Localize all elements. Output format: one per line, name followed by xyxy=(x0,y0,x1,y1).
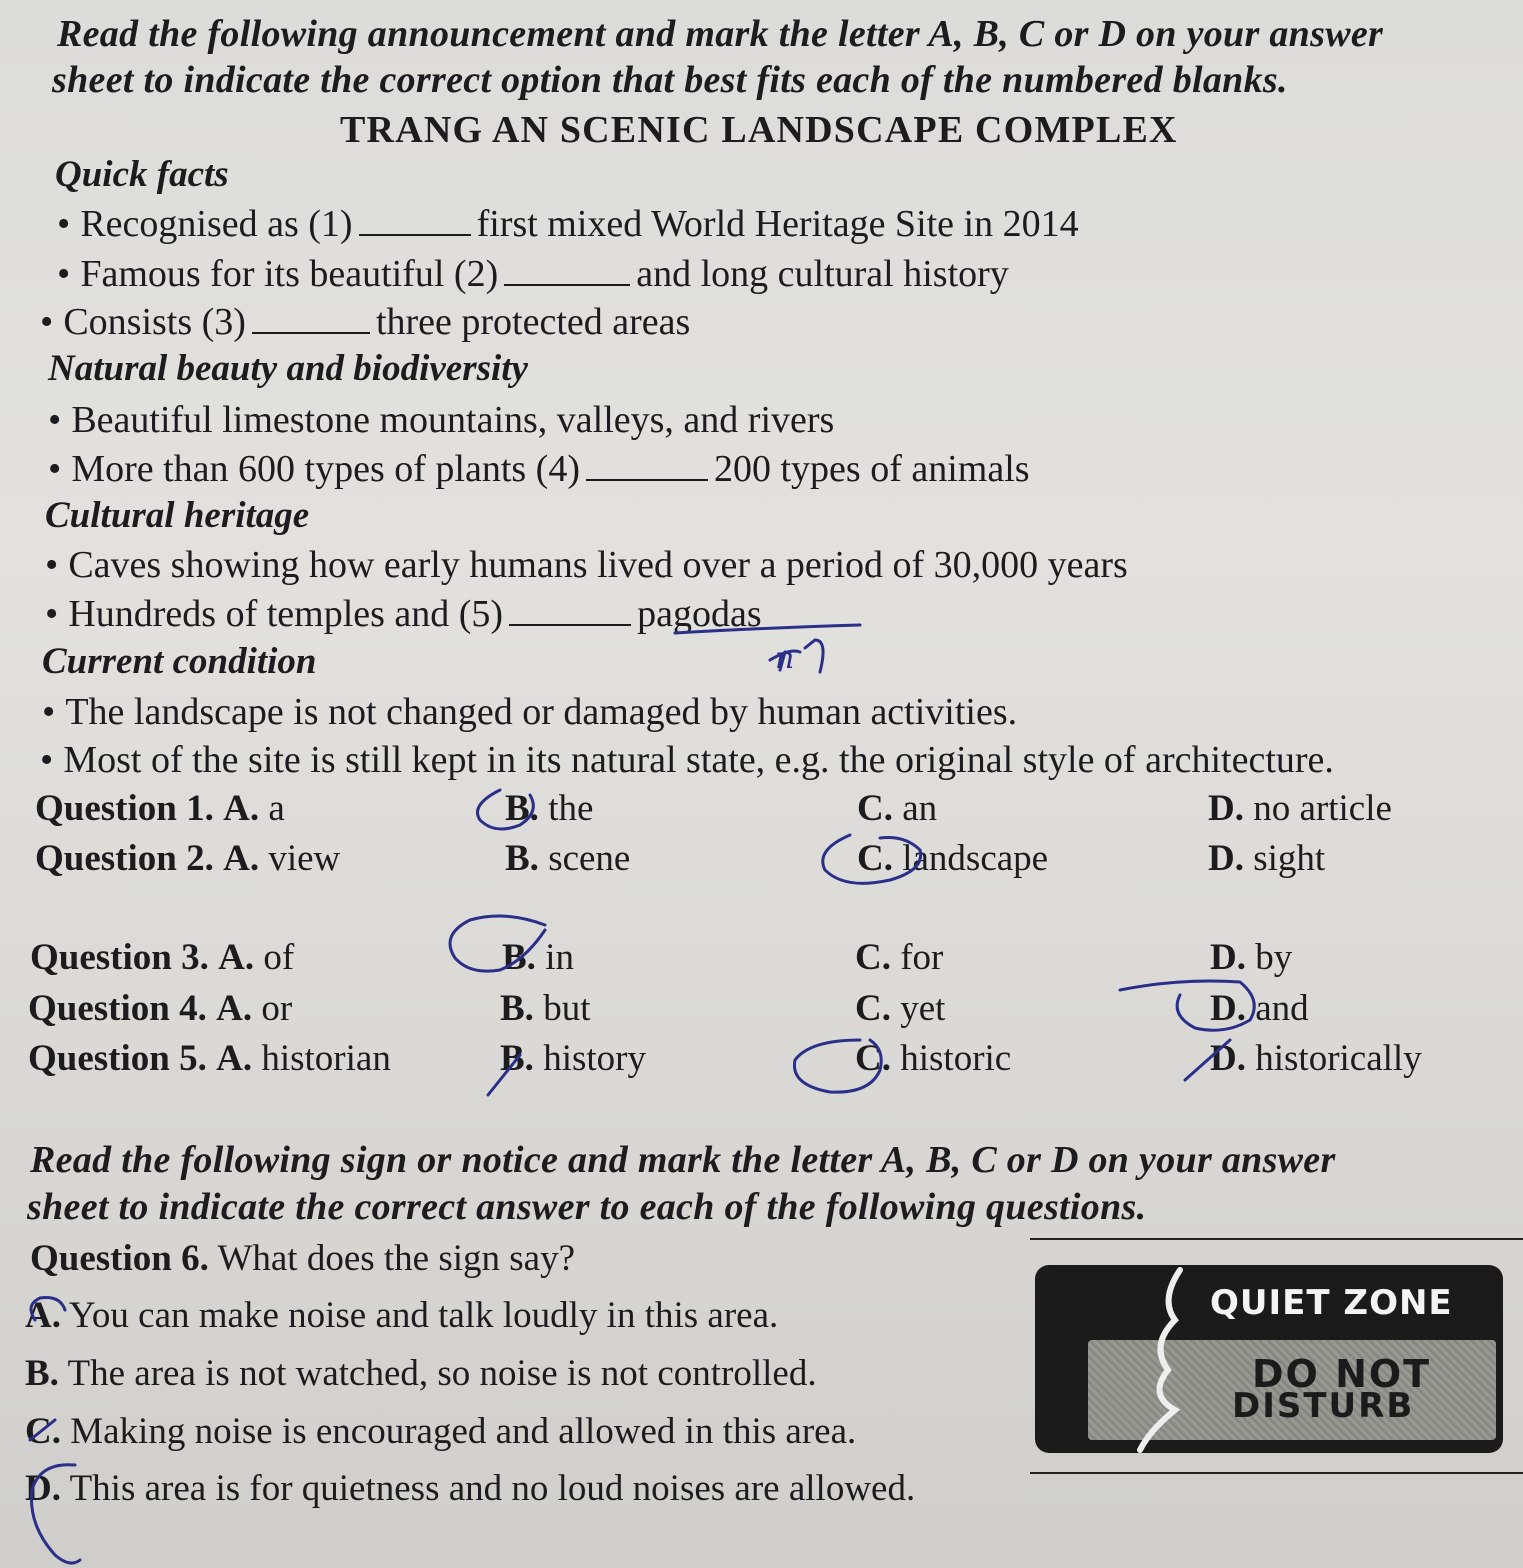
q4-b-text: but xyxy=(543,988,591,1029)
section-current-condition: Current condition xyxy=(42,641,317,682)
sign-line-2: DISTURB xyxy=(1232,1386,1415,1426)
natural-fact-1 xyxy=(48,398,834,442)
current-fact-2 xyxy=(40,738,1334,782)
q2-option-c[interactable] xyxy=(857,837,1048,880)
q3-d-text: by xyxy=(1255,937,1293,978)
q4-option-c[interactable] xyxy=(855,987,945,1030)
q2-d-text: sight xyxy=(1253,838,1326,879)
q4-c-text: yet xyxy=(900,988,946,1029)
q2-option-a[interactable] xyxy=(35,837,340,880)
q5-option-a[interactable] xyxy=(28,1037,391,1080)
section-quick-facts: Quick facts xyxy=(55,154,229,195)
handwritten-n-mark xyxy=(770,640,823,672)
q5-option-c[interactable] xyxy=(855,1037,1011,1080)
q6-d-text: This area is for quietness and no loud noises are allowed. xyxy=(69,1468,916,1509)
q3-a-text: of xyxy=(263,937,295,978)
sign-title: QUIET ZONE xyxy=(1210,1283,1453,1323)
q6-letter-b: B. xyxy=(25,1353,59,1394)
q2-letter-a: A. xyxy=(223,838,260,879)
bullet-icon: • xyxy=(57,203,71,245)
fact-2 xyxy=(57,252,1009,296)
q5-letter-c: C. xyxy=(855,1038,891,1079)
bullet-icon: • xyxy=(40,739,54,781)
q2-option-d[interactable] xyxy=(1208,837,1325,880)
question-6-prompt xyxy=(30,1237,575,1280)
q1-option-b[interactable] xyxy=(505,787,593,830)
q1-letter-a: A. xyxy=(223,788,260,829)
sign-frame-bottom xyxy=(1030,1472,1523,1474)
page-title: TRANG AN SCENIC LANDSCAPE COMPLEX xyxy=(340,109,1178,151)
q1-option-a[interactable] xyxy=(35,787,285,830)
q3-b-text: in xyxy=(545,937,574,978)
q4-option-d[interactable] xyxy=(1210,987,1309,1030)
natural-fact-2-end: 200 types of animals xyxy=(714,448,1030,490)
instruction-2-line-1: Read the following sign or notice and mark the letter A, B, C or D on your answer xyxy=(30,1139,1336,1181)
q6-letter-d: D. xyxy=(25,1468,61,1509)
q1-option-c[interactable] xyxy=(857,787,937,830)
instruction-line-2: sheet to indicate the correct option that best fits each of the numbered blanks. xyxy=(52,59,1288,101)
natural-fact-1-text: Beautiful limestone mountains, valleys, and rivers xyxy=(71,399,835,441)
fact-1-start: Recognised as (1) xyxy=(80,203,353,245)
q4-option-a[interactable] xyxy=(28,987,292,1030)
q2-letter-b: B. xyxy=(505,838,539,879)
bullet-icon: • xyxy=(45,544,59,586)
q6-option-d[interactable] xyxy=(25,1467,915,1510)
q1-b-text: the xyxy=(548,788,594,829)
bullet-icon: • xyxy=(48,399,62,441)
q6-option-a[interactable] xyxy=(25,1294,778,1337)
q2-label: Question 2. xyxy=(35,838,214,879)
q3-letter-b: B. xyxy=(502,937,536,978)
q3-label: Question 3. xyxy=(30,937,209,978)
q5-b-text: history xyxy=(543,1038,646,1079)
bullet-icon: • xyxy=(40,301,54,343)
q6-b-text: The area is not watched, so noise is not controlled. xyxy=(67,1353,817,1394)
blank-1 xyxy=(359,206,471,236)
fact-1 xyxy=(57,202,1079,246)
q1-letter-b: B. xyxy=(505,788,539,829)
q5-letter-d: D. xyxy=(1210,1038,1246,1079)
q3-option-b[interactable] xyxy=(502,936,574,979)
q6-text: What does the sign say? xyxy=(217,1238,576,1279)
q6-option-c[interactable] xyxy=(25,1410,856,1453)
q4-letter-a: A. xyxy=(216,988,253,1029)
q1-d-text: no article xyxy=(1253,788,1392,829)
q2-c-text: landscape xyxy=(902,838,1049,879)
q6-a-text: You can make noise and talk loudly in this area. xyxy=(68,1295,779,1336)
section-natural-beauty: Natural beauty and biodiversity xyxy=(48,348,528,389)
sign-frame-top xyxy=(1030,1238,1523,1240)
fact-3 xyxy=(40,300,690,344)
fact-2-start: Famous for its beautiful (2) xyxy=(80,253,499,295)
sign-line-1: DO NOT xyxy=(1252,1352,1432,1396)
current-fact-1-text: The landscape is not changed or damaged by human activities. xyxy=(65,691,1018,733)
q6-c-text: Making noise is encouraged and allowed in this area. xyxy=(70,1411,857,1452)
q6-letter-c: C. xyxy=(25,1411,61,1452)
handwritten-n: n xyxy=(775,641,795,676)
q6-letter-a: A. xyxy=(25,1295,61,1336)
q5-a-text: historian xyxy=(261,1038,391,1079)
fact-3-start: Consists (3) xyxy=(63,301,246,343)
q3-letter-d: D. xyxy=(1210,937,1246,978)
q1-c-text: an xyxy=(902,788,938,829)
fact-1-end: first mixed World Heritage Site in 2014 xyxy=(476,203,1079,245)
blank-4 xyxy=(586,451,708,481)
cultural-fact-2 xyxy=(45,592,762,636)
q4-letter-c: C. xyxy=(855,988,891,1029)
q2-option-b[interactable] xyxy=(505,837,630,880)
q5-d-text: historically xyxy=(1255,1038,1422,1079)
current-fact-1 xyxy=(42,690,1017,734)
bullet-icon: • xyxy=(57,253,71,295)
q5-letter-b: B. xyxy=(500,1038,534,1079)
q4-d-text: and xyxy=(1255,988,1309,1029)
q5-option-b[interactable] xyxy=(500,1037,646,1080)
q3-letter-c: C. xyxy=(855,937,891,978)
q1-option-d[interactable] xyxy=(1208,787,1392,830)
natural-fact-2-start: More than 600 types of plants (4) xyxy=(71,448,580,490)
q4-a-text: or xyxy=(261,988,293,1029)
q6-label: Question 6. xyxy=(30,1238,209,1279)
section-cultural-heritage: Cultural heritage xyxy=(45,495,310,536)
q1-a-text: a xyxy=(268,788,285,829)
q4-label: Question 4. xyxy=(28,988,207,1029)
q4-letter-b: B. xyxy=(500,988,534,1029)
q5-c-text: historic xyxy=(900,1038,1012,1079)
q4-option-b[interactable] xyxy=(500,987,590,1030)
blank-5 xyxy=(509,596,631,626)
bullet-icon: • xyxy=(45,593,59,635)
q5-letter-a: A. xyxy=(216,1038,253,1079)
cultural-fact-2-start: Hundreds of temples and (5) xyxy=(68,593,504,635)
blank-2 xyxy=(504,256,630,286)
q3-option-a[interactable] xyxy=(30,936,294,979)
q1-label: Question 1. xyxy=(35,788,214,829)
q3-letter-a: A. xyxy=(218,937,255,978)
q4-letter-d: D. xyxy=(1210,988,1246,1029)
instruction-2-line-2: sheet to indicate the correct answer to each of the following questions. xyxy=(27,1186,1147,1228)
blank-3 xyxy=(252,304,370,334)
current-fact-2-text: Most of the site is still kept in its natural state, e.g. the original style of architecture. xyxy=(63,739,1334,781)
q2-letter-c: C. xyxy=(857,838,893,879)
natural-fact-2 xyxy=(48,447,1030,491)
cultural-fact-1 xyxy=(45,543,1128,587)
q1-letter-c: C. xyxy=(857,788,893,829)
bullet-icon: • xyxy=(42,691,56,733)
bullet-icon: • xyxy=(48,448,62,490)
q3-option-c[interactable] xyxy=(855,936,943,979)
q5-option-d[interactable] xyxy=(1210,1037,1422,1080)
fact-3-end: three protected areas xyxy=(375,301,691,343)
instruction-line-1: Read the following announcement and mark the letter A, B, C or D on your answer xyxy=(57,13,1384,55)
fact-2-end: and long cultural history xyxy=(636,253,1009,295)
q6-option-b[interactable] xyxy=(25,1352,817,1395)
q3-option-d[interactable] xyxy=(1210,936,1292,979)
cultural-fact-1-text: Caves showing how early humans lived over a period of 30,000 years xyxy=(68,544,1128,586)
q1-letter-d: D. xyxy=(1208,788,1244,829)
q2-b-text: scene xyxy=(548,838,631,879)
q5-label: Question 5. xyxy=(28,1038,207,1079)
q2-letter-d: D. xyxy=(1208,838,1244,879)
cultural-fact-2-end: pagodas xyxy=(637,593,762,635)
q3-c-text: for xyxy=(900,937,944,978)
q2-a-text: view xyxy=(268,838,341,879)
